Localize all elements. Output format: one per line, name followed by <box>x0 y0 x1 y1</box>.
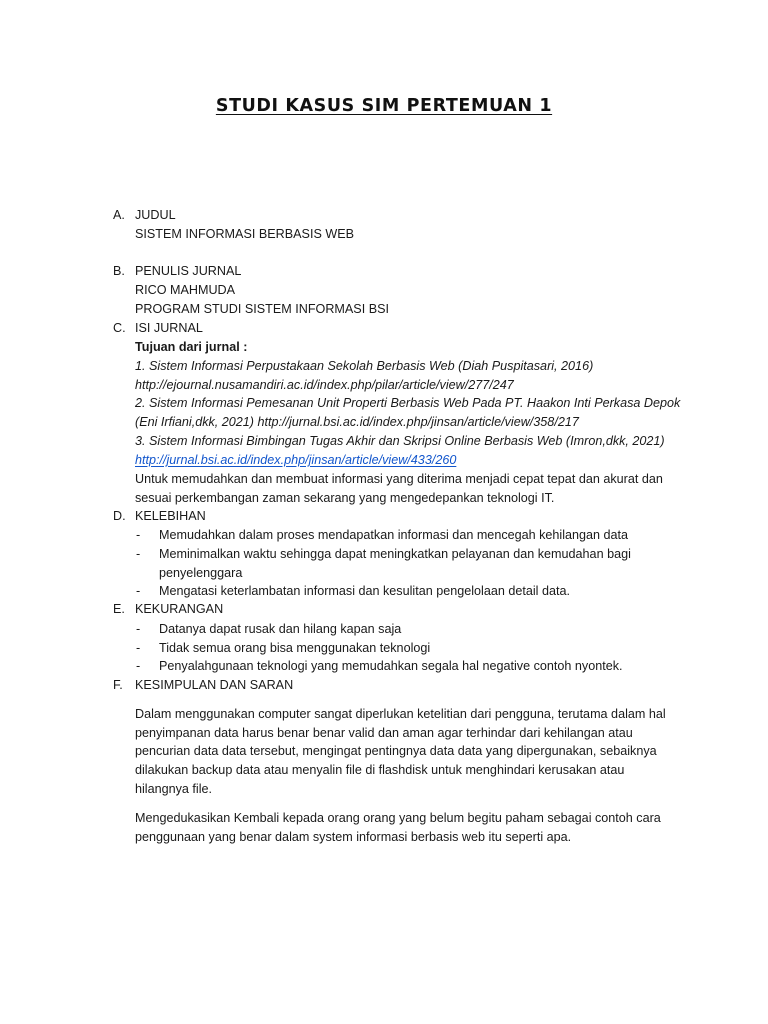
section-a-heading: JUDUL <box>135 208 176 222</box>
journal-ref-3: 3. Sistem Informasi Bimbingan Tugas Akhir dan Skripsi Online Berbasis Web (Imron,dkk, 2021) <box>135 434 665 448</box>
advantage-item-2-cont: penyelenggara <box>159 566 243 580</box>
section-b-marker: B. <box>113 264 125 278</box>
journal-ref-1: 1. Sistem Informasi Perpustakaan Sekolah Berbasis Web (Diah Puspitasari, 2016) <box>135 359 594 373</box>
section-a-content: SISTEM INFORMASI BERBASIS WEB <box>135 227 355 241</box>
conclusion-line-1: Dalam menggunakan computer sangat diperlukan ketelitian dari pengguna, terutama dalam hal <box>135 707 666 721</box>
section-e-marker: E. <box>113 602 125 616</box>
journal-ref-3-link[interactable]: http://jurnal.bsi.ac.id/index.php/jinsan/article/view/433/260 <box>135 453 457 467</box>
bullet-dash: - <box>136 547 141 561</box>
section-a-marker: A. <box>113 208 125 222</box>
section-d-marker: D. <box>113 509 126 523</box>
advantage-item-1: Memudahkan dalam proses mendapatkan informasi dan mencegah kehilangan data <box>159 528 629 542</box>
conclusion-line-5: hilangnya file. <box>135 782 213 796</box>
journal-ref-1-url: http://ejournal.nusamandiri.ac.id/index.php/pilar/article/view/277/247 <box>135 378 514 392</box>
author-name: RICO MAHMUDA <box>135 283 236 297</box>
advantage-item-3: Mengatasi keterlambatan informasi dan kesulitan pengelolaan detail data. <box>159 584 570 598</box>
section-b-heading: PENULIS JURNAL <box>135 264 242 278</box>
disadvantage-item-3: Penyalahgunaan teknologi yang memudahkan segala hal negative contoh nyontek. <box>159 659 623 673</box>
journal-ref-2-cont: (Eni Irfiani,dkk, 2021) http://jurnal.bsi.ac.id/index.php/jinsan/article/view/358/217 <box>135 415 579 429</box>
journal-ref-2: 2. Sistem Informasi Pemesanan Unit Properti Berbasis Web Pada PT. Haakon Inti Perkasa Depok <box>135 396 681 410</box>
disadvantage-item-2: Tidak semua orang bisa menggunakan teknologi <box>159 641 431 655</box>
bullet-dash: - <box>136 659 141 673</box>
section-c-marker: C. <box>113 321 126 335</box>
section-c-heading: ISI JURNAL <box>135 321 203 335</box>
conclusion-line-4: dilakukan backup data atau menyalin file di flashdisk untuk menghindari kerusakan atau <box>135 763 625 777</box>
document-title: STUDI KASUS SIM PERTEMUAN 1 <box>215 96 553 116</box>
section-d-heading: KELEBIHAN <box>135 509 206 523</box>
disadvantage-item-1: Datanya dapat rusak dan hilang kapan saja <box>159 622 402 636</box>
section-c-subheading: Tujuan dari jurnal : <box>135 340 248 354</box>
bullet-dash: - <box>136 584 141 598</box>
bullet-dash: - <box>136 528 141 542</box>
advantage-item-2: Meminimalkan waktu sehingga dapat meningkatkan pelayanan dan kemudahan bagi <box>159 547 631 561</box>
bullet-dash: - <box>136 641 141 655</box>
section-f-marker: F. <box>113 678 123 692</box>
suggestion-line-2: penggunaan yang benar dalam system informasi berbasis web itu seperti apa. <box>135 830 572 844</box>
section-e-heading: KEKURANGAN <box>135 602 224 616</box>
section-c-paragraph-line-1: Untuk memudahkan dan membuat informasi yang diterima menjadi cepat tepat dan akurat dan <box>135 472 663 486</box>
suggestion-line-1: Mengedukasikan Kembali kepada orang orang yang belum begitu paham sebagai contoh cara <box>135 811 661 825</box>
conclusion-line-2: penyimpanan data harus benar benar valid dan aman agar terhindar dari kehilangan atau <box>135 726 633 740</box>
author-affiliation: PROGRAM STUDI SISTEM INFORMASI BSI <box>135 302 389 316</box>
bullet-dash: - <box>136 622 141 636</box>
section-f-heading: KESIMPULAN DAN SARAN <box>135 678 294 692</box>
conclusion-line-3: pencurian data data tersebut, mengingat pentingnya data data yang dipergunakan, sebaiknya <box>135 744 657 758</box>
section-c-paragraph-line-2: sesuai perkembangan zaman sekarang yang mengedepankan teknologi IT. <box>135 491 555 505</box>
